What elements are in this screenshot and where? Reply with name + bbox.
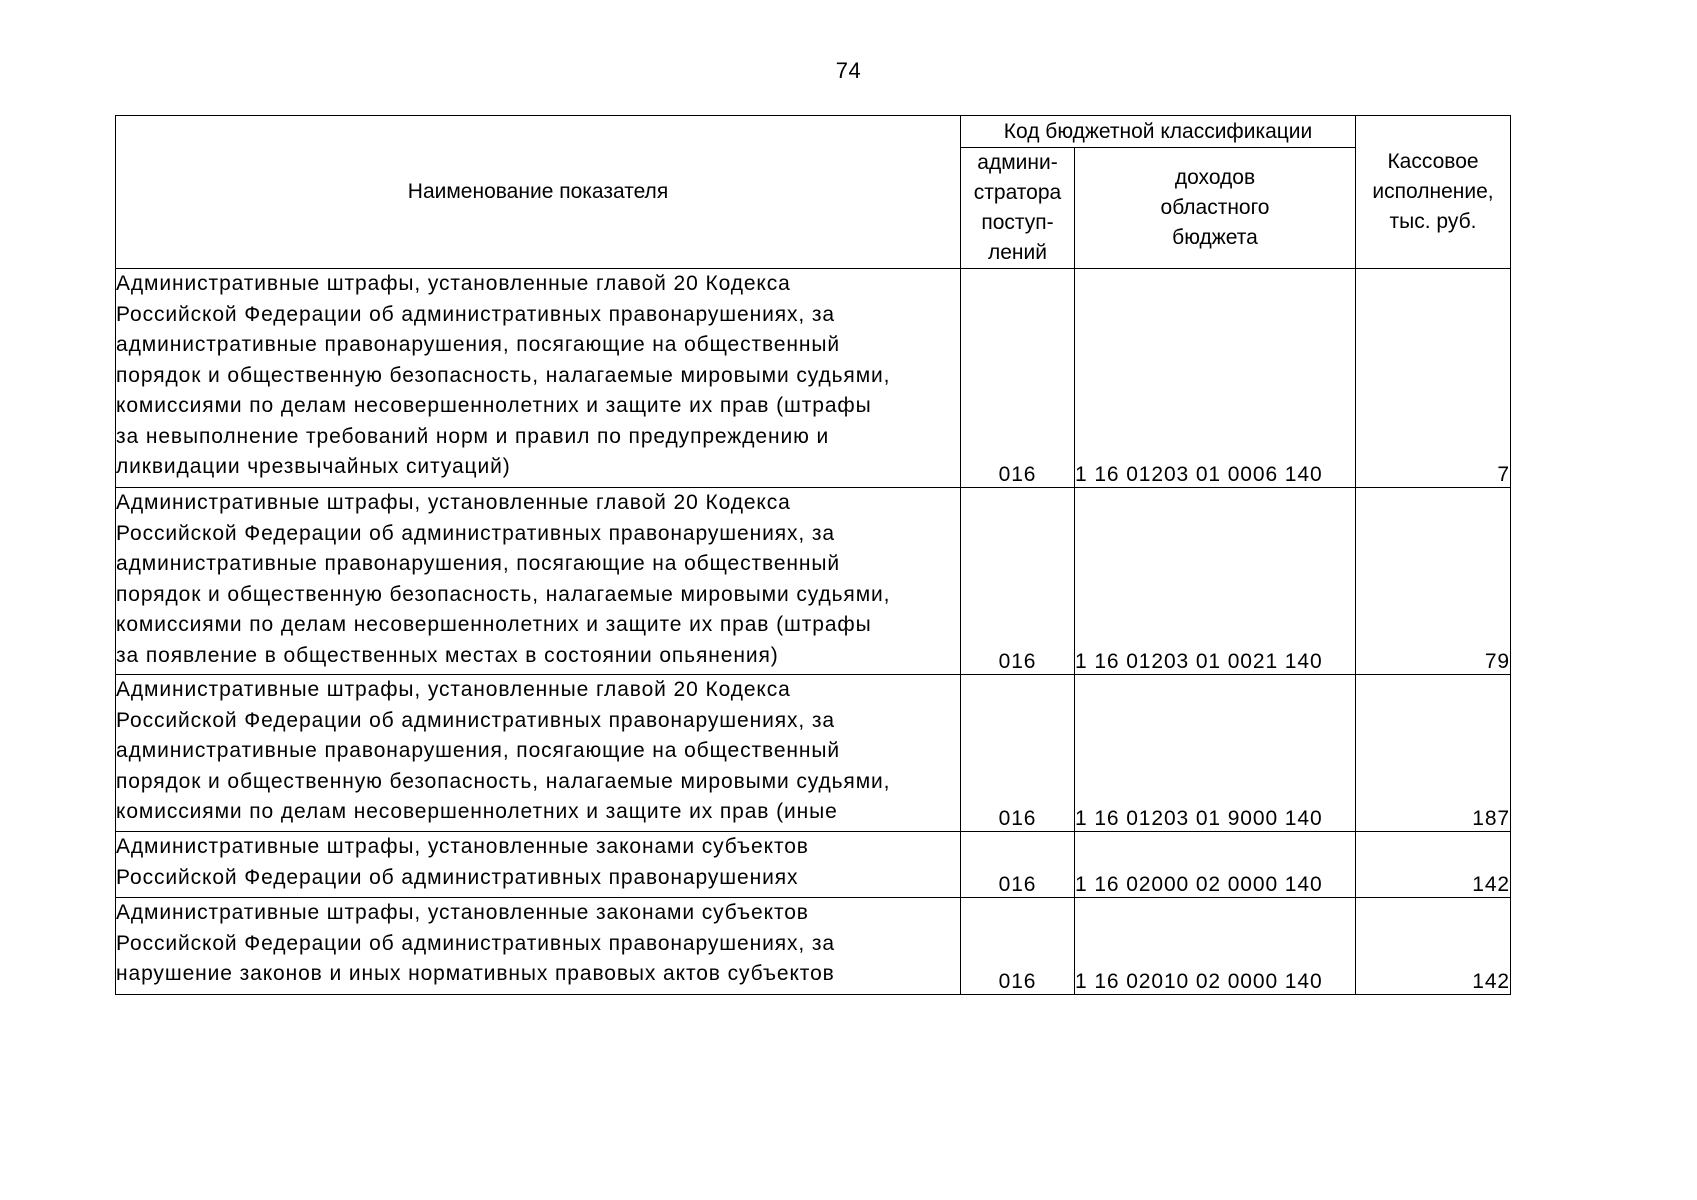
row-revenue-code: 1 16 02000 02 0000 140 [1075,832,1356,898]
budget-revenue-table [115,115,1511,995]
row-amount: 7 [1356,269,1511,488]
row-admin-code: 016 [961,832,1075,898]
page-number: 74 [835,58,862,83]
row-amount: 142 [1356,832,1511,898]
table-row [116,675,1511,832]
header-administrator: админи- стратора поступ- лений [961,148,1075,269]
header-indicator-name: Наименование показателя [116,116,961,269]
row-revenue-code: 1 16 01203 01 0006 140 [1075,269,1356,488]
header-classification-code: Код бюджетной классификации [961,116,1356,148]
row-indicator-name: Административные штрафы, установленные главой 20 Кодекса Российской Федерации об административных правонарушениях, за административные правонарушения, посягающие на общественный порядок и общественную безопасность, налагаемые мировыми судьями, комиссиями по делам несовершеннолетних и защите их прав (штрафы за появление в общественных местах в состоянии опьянения) [116,488,961,675]
row-indicator-name: Административные штрафы, установленные главой 20 Кодекса Российской Федерации об административных правонарушениях, за административные правонарушения, посягающие на общественный порядок и общественную безопасность, налагаемые мировыми судьями, комиссиями по делам несовершеннолетних и защите их прав (иные [116,675,961,832]
row-revenue-code: 1 16 01203 01 9000 140 [1075,675,1356,832]
row-amount: 79 [1356,488,1511,675]
row-indicator-name: Административные штрафы, установленные законами субъектов Российской Федерации об административных правонарушениях, за нарушение законов и иных нормативных правовых актов субъектов [116,898,961,995]
row-revenue-code: 1 16 02010 02 0000 140 [1075,898,1356,995]
row-amount: 187 [1356,675,1511,832]
table-row [116,488,1511,675]
row-amount: 142 [1356,898,1511,995]
table-row [116,832,1511,898]
header-revenue-code: доходов областного бюджета [1075,148,1356,269]
row-revenue-code: 1 16 01203 01 0021 140 [1075,488,1356,675]
row-admin-code: 016 [961,269,1075,488]
row-admin-code: 016 [961,898,1075,995]
row-indicator-name: Административные штрафы, установленные законами субъектов Российской Федерации об административных правонарушениях [116,832,961,898]
row-admin-code: 016 [961,675,1075,832]
row-admin-code: 016 [961,488,1075,675]
table-row [116,898,1511,995]
table-row [116,269,1511,488]
header-cash-execution: Кассовое исполнение, тыс. руб. [1356,116,1511,269]
row-indicator-name: Административные штрафы, установленные главой 20 Кодекса Российской Федерации об административных правонарушениях, за административные правонарушения, посягающие на общественный порядок и общественную безопасность, налагаемые мировыми судьями, комиссиями по делам несовершеннолетних и защите их прав (штрафы за невыполнение требований норм и правил по предупреждению и ликвидации чрезвычайных ситуаций) [116,269,961,488]
